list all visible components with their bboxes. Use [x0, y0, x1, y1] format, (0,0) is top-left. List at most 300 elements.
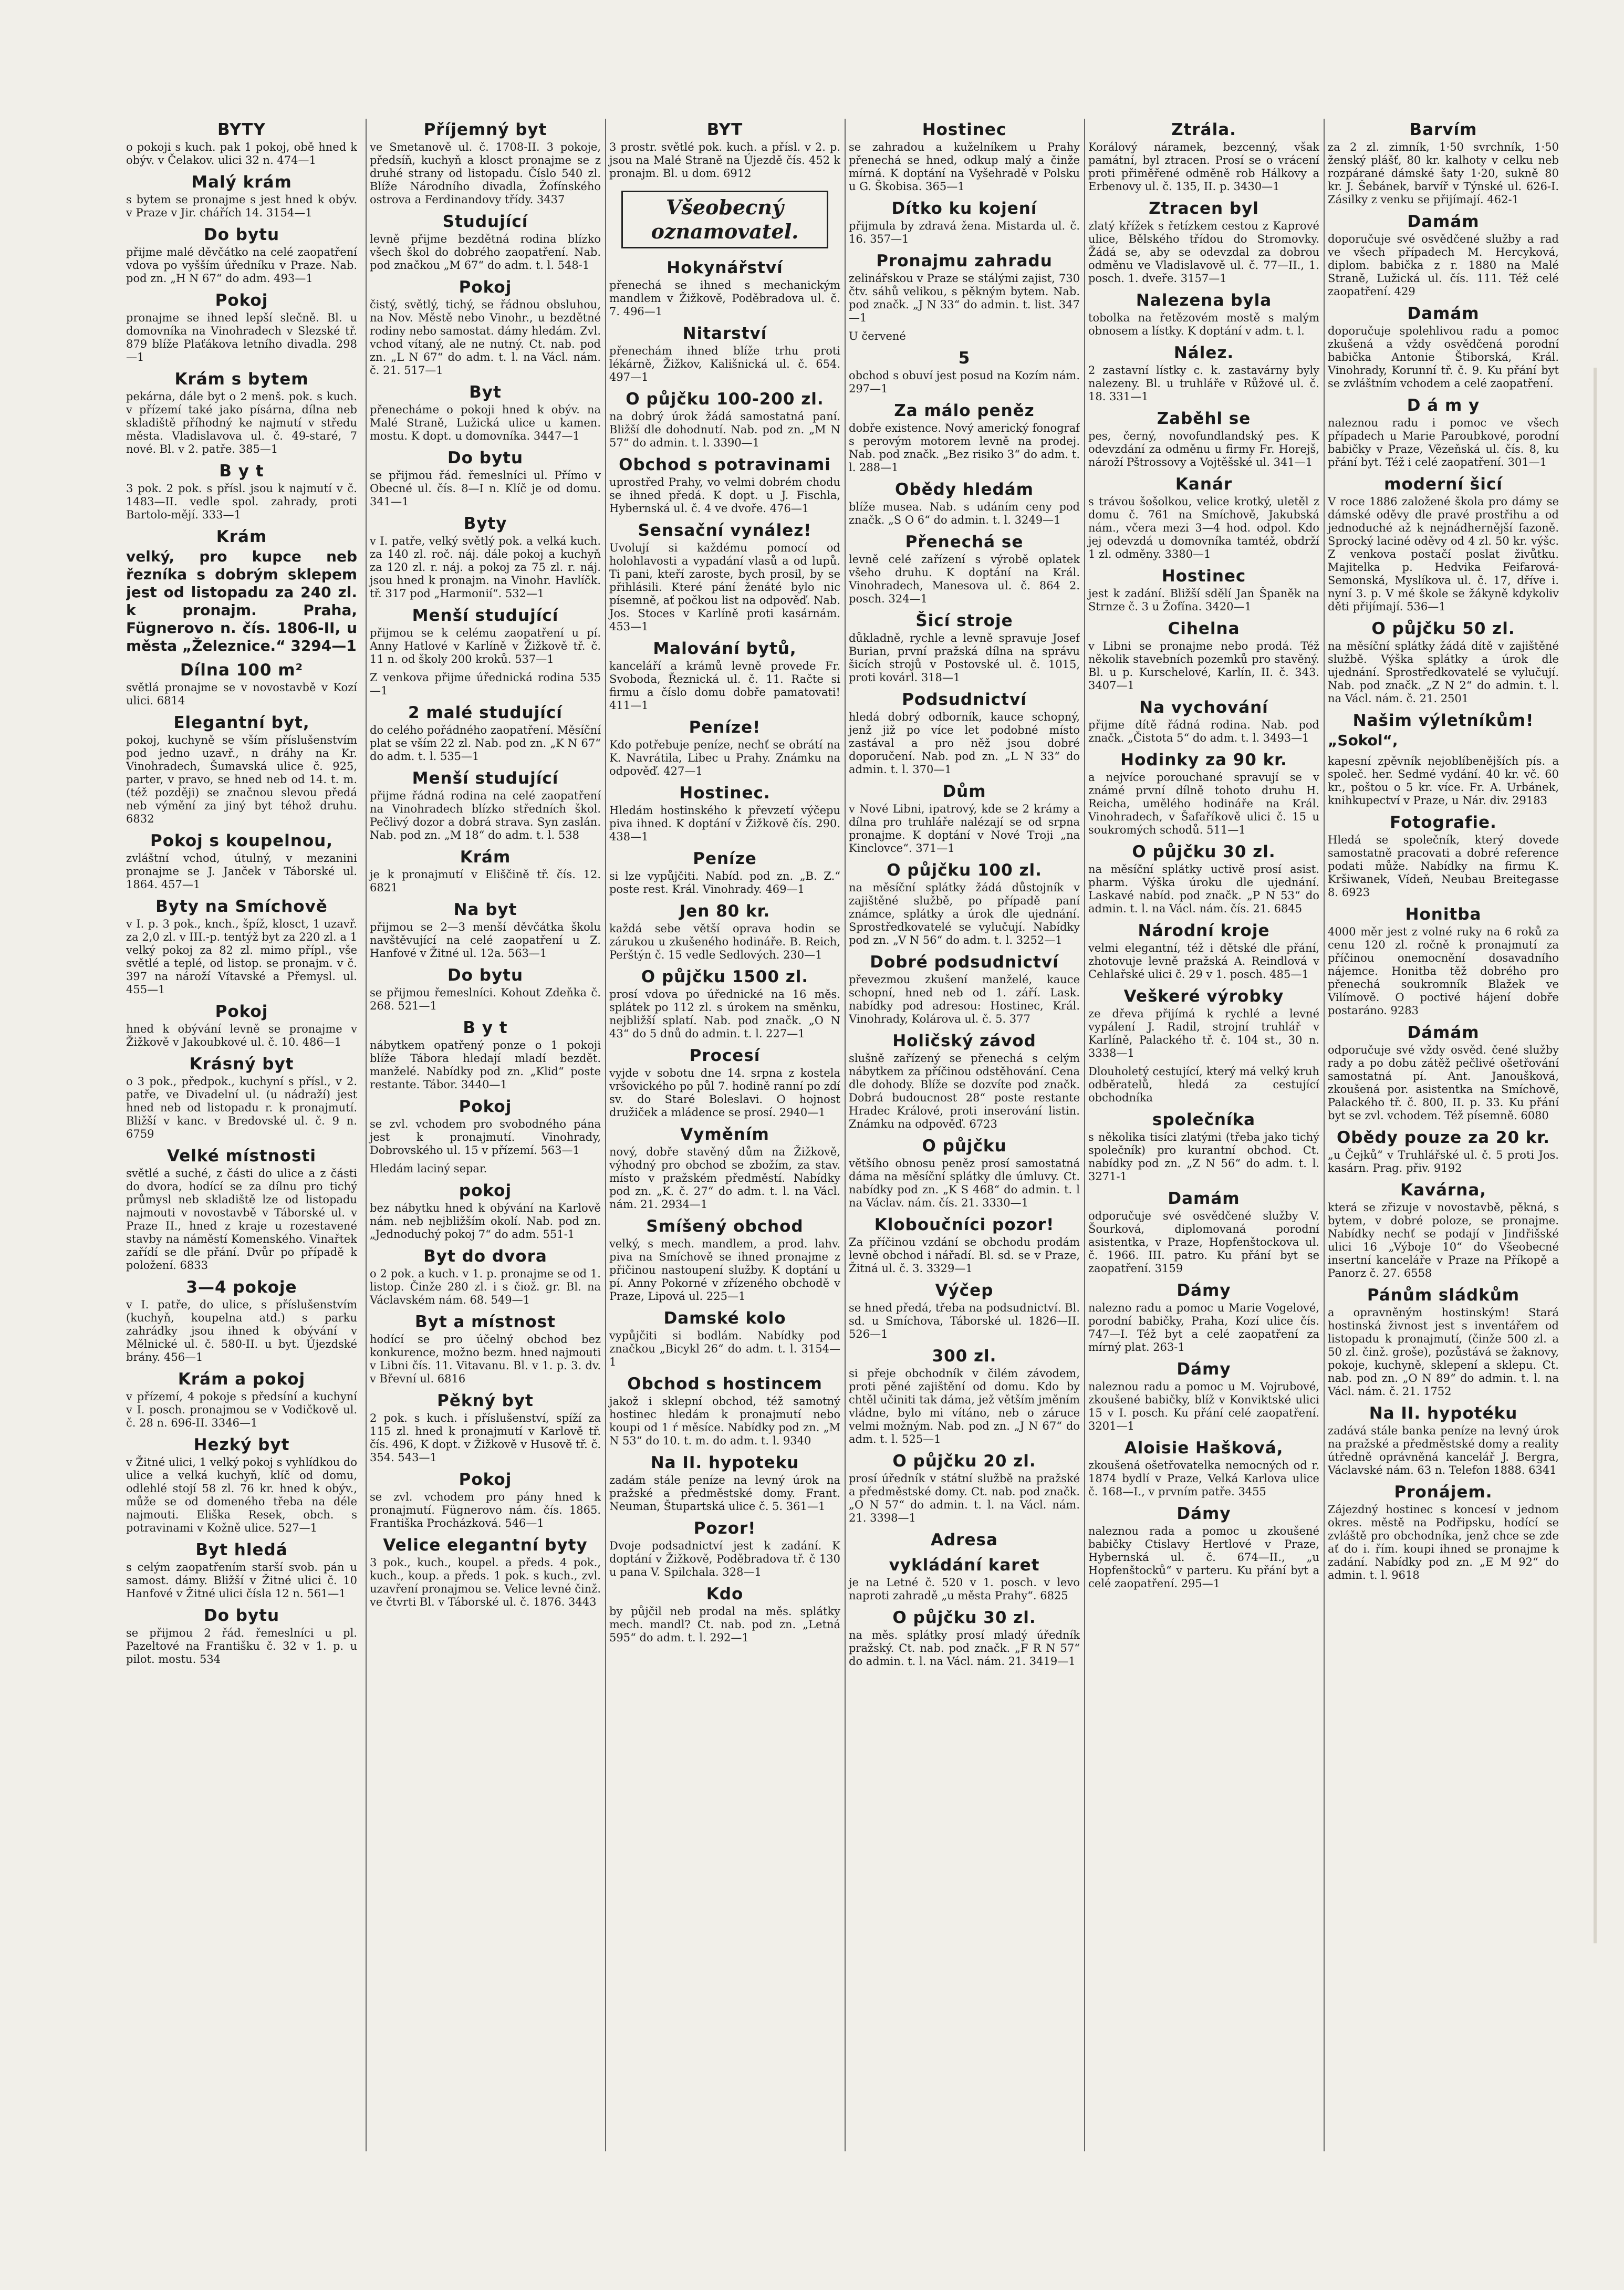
- classified-ad: [609, 783, 840, 844]
- ad-body: na měsíční splátky žádá dítě v zajištěné službě. Výška splátky a úrok dle ujednání. Sprostředkovatelé se vylučují. Nab. pod značk. „Z N 2“ do admin. t. l. na Václ. nám. č. 21. 2501: [1328, 640, 1559, 705]
- classified-ad: [1088, 619, 1319, 692]
- classified-ad: [609, 258, 840, 318]
- ad-body: hledá dobrý odborník, kauce schopný, jenž již po více let podobné místo zastával a pro něž jsou dobré doporučení. Nab. pod zn. „L N 33“ do admin. t. l. 370—1: [849, 711, 1080, 776]
- classified-ad: [1328, 755, 1559, 807]
- ad-heading: Hodinky za 90 kr.: [1120, 751, 1287, 769]
- ad-heading: Adresa: [931, 1531, 998, 1549]
- classified-ad: [126, 225, 357, 285]
- classified-ad: [1088, 1065, 1319, 1105]
- ad-heading: Dům: [942, 782, 986, 801]
- ad-heading: O půjčku 100-200 zl.: [626, 390, 824, 409]
- ad-body: která se zřizuje v novostavbě, pěkná, s bytem, v dobré poloze, se pronajme. Nabídky nechť se podají v Jindřišské ulici 16 „Výboje 10“ do Všeobecné insertní kanceláře v Praze na Příkopě a Panorz č. 27. 6558: [1328, 1201, 1559, 1279]
- ad-body: naleznou radu a pomoc u M. Vojrubové, zkoušené babičky, blíž v Konviktské ulici 15 v I. posch. Ku přání celé zaopatření. 3201—1: [1088, 1380, 1319, 1432]
- ad-heading: Na vychování: [1139, 698, 1268, 717]
- ad-body: Za příčinou vzdání se obchodu prodám levně obchod i nářadí. Bl. sd. se v Praze, Žitná ul. č. 3. 3329—1: [849, 1236, 1080, 1275]
- classified-ad: [609, 1453, 840, 1513]
- ad-body: zadává stále banka peníze na levný úrok na pražské a předměstské domy a reality útředně oprávněná kancelář J. Bergra, Václavské nám. 63 n. Telefon 1888. 6341: [1328, 1424, 1559, 1476]
- classified-ad: [1328, 1403, 1559, 1477]
- classified-ad: [1088, 1281, 1319, 1354]
- ad-heading: Krám: [460, 848, 511, 867]
- ad-body: v I. p. 3 pok., knch., špíž, klosct, 1 uzavř. za 2,0 zl. v III.-p. tentýž byt za 220 zl. a 1 velký pokoj za 82 zl. mimo přípl., vše světlé a teplé, od listop. se pronajm. v č. 397 na nároží Vítavské a Přemysl. ul. 455—1: [126, 918, 357, 996]
- ad-heading: Za málo peněz: [894, 401, 1035, 420]
- ad-heading: Pánům sládkům: [1367, 1286, 1520, 1305]
- ad-body: si přeje obchodník v čilém závodem, proti pěné zajištění od domu. Kdo by chtěl učiniti tak dáma, jež větším jměním vládne, bylo mi vítáno, neb o záruce velmi možným. Nab. pod zn. „J N 67“ do adm. t. l. 525—1: [849, 1367, 1080, 1445]
- classified-ad: [609, 1518, 840, 1579]
- ad-heading: pokoj: [459, 1181, 512, 1200]
- ad-body: do celého pořádného zaopatření. Měsíční plat se vším 22 zl. Nab. pod zn. „K N 67“ do adm. t. l. 535—1: [370, 724, 601, 763]
- ad-body: na měsíční splátky uctivě prosí asist. pharm. Výška úroku dle ujednání. Laskavé nabíd. pod značk. „P N 53“ do admin. t. l. na Václ. nám. čís. 21. 6845: [1088, 863, 1319, 915]
- classified-ad: [370, 448, 601, 508]
- classified-ad: [126, 1606, 357, 1666]
- ad-heading: Do bytu: [203, 225, 280, 244]
- ad-body: o pokoji s kuch. pak 1 pokoj, obě hned k obýv. v Čelakov. ulici 32 n. 474—1: [126, 141, 357, 166]
- ad-heading: O půjčku 30 zl.: [1132, 842, 1276, 861]
- ad-body: 3 pok. 2 pok. s přísl. jsou k najmutí v č. 1483—II. vedle spol. zahrady, proti Bartolo-mějí. 333—1: [126, 482, 357, 521]
- ad-heading: Velké místnosti: [166, 1147, 316, 1165]
- classified-ad: [849, 860, 1080, 947]
- ad-body: přenechám ihned blíže trhu proti lékárně, Žižkov, Kališnická ul. č. 654. 497—1: [609, 345, 840, 383]
- ad-body: naleznou rada a pomoc u zkoušené babičky Ctislavy Hertlové v Praze, Hybernská ul. č. 674—II., „u Hopfenštocků“ v parteru. Ku přání byt a celé zaopatření. 295—1: [1088, 1525, 1319, 1590]
- ad-body: Dlouholetý cestující, který má velký kruh odběratelů, hledá za cestující obchodníka: [1088, 1065, 1319, 1104]
- ad-body: dobře existence. Nový americký fonograf s perovým motorem levně na prodej. Nab. pod značk. „Bez risiko 3“ do adm. t. l. 288—1: [849, 422, 1080, 474]
- ad-body: v I. patře, velký světlý pok. a velká kuch. za 140 zl. roč. náj. dále pokoj a kuchyň za 120 zl. r. náj. a pokoj za 75 zl. r. náj. jsou hned k pronajm. na Vinohr. Havlíčk. tř. 317 pod „Harmonií“. 532—1: [370, 535, 601, 600]
- ad-body: obchod s obuví jest posud na Kozím nám. 297—1: [849, 369, 1080, 395]
- ad-body: v přízemí, 4 pokoje s předsíní a kuchyní v I. posch. pronajmou se v Vodičkově ul. č. 28 n. 696-II. 3346—1: [126, 1390, 357, 1429]
- classified-ad: [126, 1146, 357, 1272]
- ad-body: Korálový náramek, bezcenný, však památní, byl ztracen. Prosí se o vrácení proti přiměřené odměně rob Hálkovy a Erbenovy ul. č. 135, II. p. 3430—1: [1088, 141, 1319, 193]
- classified-ad: [1088, 1438, 1319, 1498]
- ad-body: přijmou se k celému zaopatření u pí. Anny Hatlové v Karlíně v Žižkově tř. č. 11 n. od školy 200 kroků. 537—1: [370, 627, 601, 665]
- classified-ad: [849, 952, 1080, 1026]
- ad-body: jest k zadání. Bližší sdělí Jan Španěk na Strnze č. 3 u Žofína. 3420—1: [1088, 587, 1319, 613]
- ad-body: hodící se pro účelný obchod bez konkurence, možno bezm. hned najmouti v Libni čís. 11. Vitavanu. Bl. v 1. p. 3. dv. v Břevní ul. 6816: [370, 1333, 601, 1385]
- ad-heading: Krám s bytem: [174, 370, 309, 389]
- ad-body: Z venkova přijme úřednická rodina 535—1: [370, 671, 601, 697]
- classified-ad: [849, 1281, 1080, 1341]
- ad-body: se přijmou řád. řemeslníci ul. Přímo v Obecné ul. čís. 8—I n. Klíč je od domu. 341—1: [370, 469, 601, 508]
- ad-heading: Do bytu: [203, 1606, 280, 1625]
- ad-body: s celým zaopatřením starší svob. pán u samost. dámy. Bližší v Žitné ulici č. 10 Hanfové v Žitné ulici čísla 12 n. 561—1: [126, 1561, 357, 1600]
- ad-heading: Pokoj: [459, 1097, 512, 1116]
- ad-heading: 2 malé studující: [408, 703, 563, 722]
- ad-heading: 3—4 pokoje: [186, 1278, 297, 1297]
- classified-ad: [1328, 1023, 1559, 1122]
- ad-heading: Jen 80 kr.: [679, 902, 771, 921]
- ad-heading: Dámy: [1177, 1504, 1231, 1523]
- ad-body: levně celé zařízení s výrobě oplatek všeho druhu. K doptání na Král. Vinohradech, Manesova ul. č. 864 2. posch. 324—1: [849, 553, 1080, 605]
- classified-ad: [126, 1435, 357, 1535]
- classified-ad: [1328, 904, 1559, 1017]
- ad-heading: Do bytu: [447, 449, 524, 467]
- ad-heading: Dobré podsudnictví: [870, 953, 1059, 972]
- classified-ad: [849, 1031, 1080, 1131]
- ad-heading: společníka: [1152, 1110, 1256, 1129]
- classified-ad: [126, 1054, 357, 1141]
- classified-ad: [126, 831, 357, 891]
- classified-ad: [849, 401, 1080, 474]
- ad-body: nalezno radu a pomoc u Marie Vogelové, porodní babičky, Praha, Kozí ulice čís. 747—I. Též byt a celé zaopatření za mírný plat. 263-1: [1088, 1302, 1319, 1354]
- section-banner: [621, 191, 828, 248]
- ad-heading: Hokynářství: [667, 258, 783, 277]
- classified-ad: [1328, 1482, 1559, 1582]
- ad-heading: Barvím: [1409, 120, 1477, 139]
- ad-heading: Aloisie Hašková,: [1124, 1439, 1284, 1458]
- ad-heading: Krásný byt: [189, 1055, 294, 1074]
- ad-heading: Našim výletníkům!: [1352, 711, 1534, 730]
- ad-body: ze dřeva přijímá k rychlé a levné vypálení J. Radil, strojní truhlář v Karlíně, Palackého tř. č. 104 st., 30 n. 3338—1: [1088, 1007, 1319, 1059]
- ad-body: je k pronajmutí v Eliščině tř. čís. 12. 6821: [370, 868, 601, 894]
- ad-body: v Žitné ulici, 1 velký pokoj s vyhlídkou do ulice a velká kuchyň, klíč od domu, odlehlé stojí 58 zl. 76 kr. hned k obýv., může se od domeného třeba na déle najmouti. Eliška Resek, obch. s potravinami v Kožně ulice. 527—1: [126, 1456, 357, 1534]
- ad-heading: Zaběhl se: [1157, 409, 1251, 428]
- ad-heading: Dámy: [1177, 1281, 1231, 1300]
- classified-ad: [126, 897, 357, 996]
- classified-ad: [126, 120, 357, 167]
- classified-ad: [370, 847, 601, 894]
- classified-ad: [1088, 1189, 1319, 1275]
- ad-heading: Obchod s hostincem: [627, 1375, 823, 1393]
- ad-heading: Damské kolo: [663, 1309, 786, 1328]
- ad-heading: Peníze!: [689, 718, 761, 737]
- ad-heading: Pokoj s koupelnou,: [150, 831, 333, 850]
- classified-ad: [609, 967, 840, 1040]
- ad-body: Uvolují si každému pomocí od holohlavosti a vypadání vlasů a od lupů. Ti pani, kteří zaroste, bych prosil, by se přihlásili. Které pání ženáté bylo nic písemně, ať počkou list na odpověď. Nab. Jos. Stoces v Karlíně proti kasárnám. 453—1: [609, 542, 840, 633]
- ad-body: je na Letné č. 520 v 1. posch. v levo naproti zahradě „u města Prahy“. 6825: [849, 1576, 1080, 1602]
- ad-heading: Procesí: [689, 1046, 761, 1065]
- ad-heading: Fotografie.: [1390, 813, 1497, 832]
- classified-ad: [1088, 1359, 1319, 1433]
- ad-body: zkoušená ošetřovatelka nemocných od r. 1874 bydlí v Praze, Velká Karlova ulice č. 168—I., v prvním patře. 3455: [1088, 1459, 1319, 1498]
- classified-ad: [1088, 409, 1319, 469]
- ad-body: vypůjčiti si bodlám. Nabídky pod značkou „Bicykl 26“ do adm. t. l. 3154—1: [609, 1329, 840, 1368]
- classified-ad: [370, 671, 601, 698]
- classified-ad: [370, 1535, 601, 1609]
- ad-body: nábytkem opatřený ponze o 1 pokoji blíže Tábora hledají mladí bezdět. manželé. Nabídky pod zn. „Klid“ poste restante. Tábor. 3440—1: [370, 1039, 601, 1091]
- ad-body: každá sebe větší oprava hodin se zárukou u zkušeného hodináře. B. Reich, Perštýn č. 15 vedle Sedlových. 230—1: [609, 922, 840, 961]
- classified-ad: [370, 212, 601, 272]
- ad-body: blíže musea. Nab. s udáním ceny pod značk. „S O 6“ do admin. t. l. 3249—1: [849, 501, 1080, 526]
- ad-body: za 2 zl. zimník, 1·50 svrchník, 1·50 ženský plášť, 80 kr. kalhoty v celku neb rozpárané dámské šaty 1·20, sukně 80 kr. J. Šebánek, barvíř v Týnské ul. 626-I. Zásilky z venku se přijímají. 462-1: [1328, 141, 1559, 206]
- ad-heading: Velice elegantní byty: [383, 1536, 588, 1555]
- classified-ad: [370, 606, 601, 666]
- classified-ad: [1328, 474, 1559, 613]
- ad-heading: Hezký byt: [193, 1435, 290, 1454]
- ad-body: většího obnosu peněz prosí samostatná dáma na měsíční splátky dle úmluvy. Ct. nabídky pod zn. „K S 468“ do admin. t. l na Václav. nám. čís. 21. 3330—1: [849, 1157, 1080, 1209]
- banner-line: Všeobecný: [666, 195, 784, 219]
- classified-ad: [609, 717, 840, 778]
- classified-ad: [849, 532, 1080, 606]
- classified-ad: [370, 1470, 601, 1530]
- ad-heading: Kanár: [1175, 475, 1233, 494]
- ad-heading: Pokoj: [459, 278, 512, 297]
- ad-body: o 3 pok., předpok., kuchyní s přísl., v 2. patře, ve Divadelní ul. (u nádraží) jest hned neb od listopadu r. k pronajmutí. Bližší v kanc. v Bredovské ul. č. 9 n. 6759: [126, 1075, 357, 1140]
- classified-ad: [370, 965, 601, 1013]
- ad-heading: Obědy hledám: [895, 480, 1034, 499]
- ad-heading: Byt a místnost: [415, 1313, 556, 1331]
- classified-ad: [1328, 120, 1559, 206]
- ad-bold-text: velký, pro kupce neb řezníka s dobrým sklepem jest od listopadu za 240 zl. k pronajm. Praha, Fügnerovo n. čís. 1806-II, u města „Železnice.“ 3294—1: [126, 548, 357, 654]
- ad-body: tobolka na řetězovém mostě s malým obnosem a lístky. K doptání v adm. t. l.: [1088, 311, 1319, 337]
- ad-body: v I. patře, do ulice, s příslušenstvím (kuchyň, koupelna atd.) s parku zahrádky jsou ihned k obývání v Mělnické ul. č. 580-II. u byt. Újezdské brány. 456—1: [126, 1298, 357, 1363]
- classified-ad: [126, 461, 357, 522]
- classified-ad: [126, 1540, 357, 1600]
- ad-body: bez nábytku hned k obývání na Karlově nám. neb nejbližším okolí. Nab. pod zn. „Jednoduchý pokoj 7“ do adm. 551-1: [370, 1202, 601, 1241]
- classified-ad: [1328, 813, 1559, 899]
- ad-heading: Dámám: [1407, 1023, 1480, 1042]
- ad-body: pronajme se ihned lepší slečně. Bl. u domovníka na Vinohradech v Slezské tř. 879 blíže Plaťákova letního divadla. 298—1: [126, 311, 357, 363]
- ad-heading: Dámy: [1177, 1360, 1231, 1379]
- ad-heading: Kdo: [706, 1585, 744, 1604]
- ad-body: Hledám laciný separ.: [370, 1162, 487, 1175]
- classified-ad: [609, 1308, 840, 1369]
- classified-ad: [849, 611, 1080, 684]
- ad-body: ve Smetanově ul. č. 1708-II. 3 pokoje, předsíň, kuchyň a klosct pronajme se z druhé strany od listopadu. Číslo 540 zl. Blíže Národního divadla, Žofínského ostrova a Ferdinandovy třídy. 3437: [370, 141, 601, 206]
- ad-body: a opravněným hostinským! Stará hostinská živnost jest s inventářem od listopadu k pronajmutí, (činže 500 zl. a 50 zl. činž. groše), pozůstává se žaknovy, pokoje, kuchyně, sklepení a sklepu. Ct. nab. pod zn. „O N 89“ do admin. t. l. na Václ. nám. č. 21. 1752: [1328, 1306, 1559, 1398]
- classified-ad: [370, 703, 601, 763]
- ad-heading: Byt: [469, 383, 502, 402]
- classified-ad: [1088, 1110, 1319, 1183]
- scan-edge: [1594, 368, 1597, 1943]
- ad-body: v Libni se pronajme nebo prodá. Též několik stavebních pozemků pro stavěný. Bl. u p. Kurschelové, Karlín, II. č. 343. 3407—1: [1088, 640, 1319, 692]
- ad-body: důkladně, rychle a levně spravuje Josef Burian, první pražská dílna na správu šicích strojů v Postovské ul. č. 1015, proti kovárl. 318—1: [849, 632, 1080, 684]
- classified-ad: [126, 660, 357, 707]
- ad-body: 3 pok., kuch., koupel. a předs. 4 pok., kuch., koup. a předs. 1 pok. s kuch., zvl. uzavření pronajmou se. Velice levné činž. ve čtvrti Bl. v Táborské ul. č. 1876. 3443: [370, 1556, 601, 1608]
- ad-body: převezmou zkušení manželé, kauce schopní, hned neb od 1. září. Lask. nabídky pod adresou: Hostinec, Král. Vinohrady, Kolárova ul. č. 5. 377: [849, 973, 1080, 1025]
- ad-heading: Holičský závod: [892, 1032, 1036, 1050]
- classified-ad: [849, 782, 1080, 855]
- ad-heading: Byt hledá: [195, 1540, 288, 1559]
- ad-body: U červené: [849, 330, 906, 342]
- ad-heading: Vyměním: [680, 1125, 769, 1144]
- ad-heading: Byt do dvora: [423, 1247, 547, 1266]
- classified-ad: [1088, 199, 1319, 285]
- classified-ad: [849, 1608, 1080, 1668]
- ad-body: velmi elegantní, též i dětské dle přání, zhotovuje levně pražská A. Reindlová v Cehlařské ulici č. 29 v 1. posch. 485—1: [1088, 942, 1319, 981]
- ad-heading: O půjčku 20 zl.: [892, 1452, 1036, 1471]
- ad-body: zlatý křížek s řetízkem cestou z Kaprové ulice, Bělského třídou do Stromovky. Žádá se, aby se odevzdal za dobrou odměnu ve Vladislavově ul. č. 77—II., 1. posch. 1. dveře. 3157—1: [1088, 220, 1319, 285]
- ad-body: levně přijme bezdětná rodina blízko všech škol do dobrého zaopatření. Nab. pod značkou „M 67“ do adm. t. l. 548-1: [370, 233, 601, 272]
- classified-ad: [1088, 1504, 1319, 1590]
- ad-heading: Damám: [1168, 1189, 1240, 1208]
- ad-heading: Ztrála.: [1171, 120, 1236, 139]
- classified-ad: [849, 1136, 1080, 1210]
- classified-ad: [1328, 711, 1559, 750]
- ad-body: kapesní zpěvník nejoblíbenějších pís. a společ. her. Sedmé vydání. 40 kr. vč. 60 kr., poštou o 5 kr. více. Fr. A. Urbánek, knihkupectví v Praze, u Nár. div. 29183: [1328, 755, 1559, 807]
- classified-ad: [1328, 212, 1559, 298]
- classified-ad: [609, 1584, 840, 1644]
- classified-ad: [609, 1216, 840, 1303]
- ad-body: na měs. splátky prosí mladý úředník pražský. Ct. nab. pod značk. „F R N 57“ do admin. t. l. na Václ. nám. 21. 3419—1: [849, 1629, 1080, 1668]
- classified-ad: [370, 900, 601, 960]
- ad-body: doporučuje své osvědčené služby a rad ve všech případech M. Hercyková, diplom. babička z r. 1880 na Malé Straně, Lužická ul. čís. 111. Též celé zaopatření. 429: [1328, 233, 1559, 298]
- classified-ad: [1328, 395, 1559, 469]
- ad-body: přijmou se 2—3 menší děvčátka školu navštěvující na celé zaopatření u Z. Hanfové v Žitné ul. 12a. 563—1: [370, 921, 601, 960]
- classified-ad: [1328, 619, 1559, 705]
- ad-body: prosí úředník v státní službě na pražské a předměstské domy. Ct. nab. pod značk. „O N 57“ do admin. t. l. na Václ. nám. 21. 3398—1: [849, 1472, 1080, 1524]
- classified-ad: [1088, 290, 1319, 338]
- ad-heading: Dítko ku kojení: [891, 199, 1037, 218]
- classified-ad: [370, 1181, 601, 1241]
- classified-ad: [609, 324, 840, 384]
- classified-ad: [609, 849, 840, 896]
- classified-ad: [126, 172, 357, 220]
- ad-heading: Smíšený obchod: [646, 1217, 804, 1236]
- ad-heading: Do bytu: [447, 966, 524, 985]
- classified-ad: [126, 369, 357, 456]
- ad-heading: vykládání karet: [889, 1556, 1040, 1575]
- ad-heading: O půjčku 100 zl.: [887, 861, 1042, 880]
- classified-ad: [609, 521, 840, 633]
- ad-heading: Malování bytů,: [653, 639, 797, 658]
- classified-ad: [849, 1555, 1080, 1602]
- ad-heading: Damám: [1407, 212, 1480, 231]
- ad-body: doporučuje spolehlivou radu a pomoc zkušená a vždy osvědčená porodní babička Antonie Štiborská, Král. Vinohrady, Korunní tř. č. 9. Ku přání byt se zvláštním vchodem a celé zaopatření.: [1328, 325, 1559, 390]
- column-2: [366, 119, 601, 2151]
- classified-ad: [370, 1246, 601, 1307]
- ad-body: hned k obývání levně se pronajme v Žižkově v Jakoubkové ul. č. 10. 486—1: [126, 1023, 357, 1048]
- ad-heading: O půjčku 30 zl.: [892, 1608, 1036, 1627]
- classified-ad: [609, 639, 840, 712]
- ad-body: 3 prostr. světlé pok. kuch. a přísl. v 2. p. jsou na Malé Straně na Újezdě čís. 452 k pronajm. Bl. u dom. 6912: [609, 141, 840, 180]
- classified-ad: [1088, 698, 1319, 745]
- ad-body: na dobrý úrok žádá samostatná paní. Bližší dle dohodnutí. Nab. pod zn. „M N 57“ do admin. t. l. 3390—1: [609, 410, 840, 449]
- ad-body: v Nové Libni, ipatrový, kde se 2 krámy a dílna pro truhláře nalézají se od srpna pronajme. K doptání v Nové Troji „na Kinclovce“. 371—1: [849, 803, 1080, 855]
- ad-body: přijme dítě řádná rodina. Nab. pod značk. „Čistota 5“ do adm. t. l. 3493—1: [1088, 719, 1319, 744]
- ad-heading: Příjemný byt: [423, 120, 547, 139]
- classified-ad: [126, 527, 357, 655]
- ad-heading: BYT: [706, 120, 743, 139]
- ad-heading: Hostinec: [1161, 567, 1246, 586]
- ad-heading: Dílna 100 m²: [180, 661, 304, 680]
- ad-body: 2 pok. s kuch. i příslušenství, spíží za 115 zl. hned k pronajmutí v Karlově tř. čís. 496, K dopt. v Žižkově v Husově tř. č. 354. 543—1: [370, 1412, 601, 1464]
- ad-heading: Krám a pokoj: [178, 1370, 306, 1389]
- classified-ad: [849, 251, 1080, 325]
- classified-ad: [370, 514, 601, 600]
- classified-ad: [849, 1530, 1080, 1550]
- classified-ad: [849, 480, 1080, 527]
- column-1: [126, 119, 357, 2151]
- classified-ad: [370, 1312, 601, 1386]
- ad-body: odporučuje své osvědčené služby V. Šourková, diplomovaná porodní asistentka, v Praze, Hopfenštockova ul. č. 1966. III. patro. Ku přání byt se zaopatření. 3159: [1088, 1210, 1319, 1275]
- ad-heading: Obchod s potravinami: [619, 455, 831, 474]
- ad-body: se hned předá, třeba na podsudnictví. Bl. sd. u Smíchova, Táborské ul. 1826—II. 526—1: [849, 1302, 1080, 1340]
- ad-heading: Hostinec: [922, 120, 1007, 139]
- ad-body: vyjde v sobotu dne 14. srpna z kostela vršovického po půl 7. hodině ranní po zdí sv. do Staré Boleslavi. O hojnost družiček a mládence se prosí. 2940—1: [609, 1067, 840, 1119]
- classified-ad: [609, 1125, 840, 1211]
- ad-heading: Na II. hypoteku: [650, 1453, 799, 1472]
- ad-body: uprostřed Prahy, vo velmi dobrém chodu se ihned předá. K dopt. u J. Fischla, Hybernská ul. č. 4 ve dvoře. 476—1: [609, 476, 840, 515]
- ad-heading: Hostinec.: [679, 784, 771, 803]
- classified-ad: [1088, 842, 1319, 915]
- classified-ad: [1088, 566, 1319, 613]
- ad-heading: Byty: [463, 514, 507, 533]
- ad-heading: B y t: [463, 1018, 508, 1037]
- classified-ad: [849, 1215, 1080, 1275]
- ad-body: čistý, světlý, tichý, se řádnou obsluhou, na Nov. Městě nebo Vinohr., u bezdětné rodiny nebo samostat. dámy hledám. Zvl. vchod vítaný, ale ne nutný. Ct. nab. pod zn. „L N 67“ do adm. t. l. na Václ. nám. č. 21. 517—1: [370, 298, 601, 377]
- ad-heading: 300 zl.: [932, 1347, 997, 1366]
- ad-heading: BYTY: [217, 120, 266, 139]
- ad-body: pes, černý, novofundlandský pes. K odevzdání za odměnu u firmy Fr. Horejš, nároží Pštrossovy a Vojtěšské ul. 341—1: [1088, 430, 1319, 469]
- ad-body: se přijmou 2 řád. řemeslníci u pl. Pazeltové na Františku č. 32 v 1. p. u pilot. mostu. 534: [126, 1627, 357, 1666]
- ad-heading: Na byt: [453, 900, 517, 919]
- classified-ad: [370, 768, 601, 842]
- ad-heading: Přenechá se: [905, 533, 1024, 551]
- ad-heading: Veškeré výrobky: [1123, 987, 1284, 1006]
- classified-ad: [849, 1451, 1080, 1525]
- classified-ad: [126, 290, 357, 364]
- classified-ad: [1328, 1285, 1559, 1398]
- ad-body: přijmula by zdravá žena. Mistarda ul. č. 16. 357—1: [849, 220, 1080, 245]
- classified-ad: [1328, 1128, 1559, 1175]
- ad-body: přijme malé děvčátko na celé zaopatření vdova po vyšším úředníku v Praze. Nab. pod zn. „H N 67“ do adm. 493—1: [126, 246, 357, 285]
- ad-body: prosí vdova po úřednické na 16 měs. splátek po 112 zl. s úrokem na směnku, nejbližší splatí. Nab. pod značk. „O N 43“ do 5 dnů do admin. t. l. 227—1: [609, 988, 840, 1040]
- ad-body: Zájezdný hostinec s koncesí v jednom okres. městě na Podřipsku, hodící se zvláště pro obchodníka, jenž chce se zde ať do i. řím. koupi ihned se pronajme k zadání. Nabídky pod zn. „E M 92“ do admin. t. l. 9618: [1328, 1503, 1559, 1581]
- ad-heading: Ztracen byl: [1149, 199, 1259, 218]
- ad-heading: Obědy pouze za 20 kr.: [1336, 1128, 1550, 1147]
- ad-body: se zvl. vchodem pro pány hned k pronajmutí. Fügnerovo nám. čís. 1865. Františka Procházková. 546—1: [370, 1491, 601, 1529]
- ad-body: se přijmou řemeslníci. Kohout Zdeňka č. 268. 521—1: [370, 986, 601, 1012]
- ad-body: zelinářskou v Praze se stálými zajist, 730 čtv. sáhů velikou, s pěkným bytem. Nab. pod značk. „J N 33“ do admin. t. list. 347—1: [849, 272, 1080, 324]
- classified-ad: [370, 1391, 601, 1464]
- classified-ad: [1088, 120, 1319, 193]
- ad-body: a nejvíce porouchané spravují se v známé první dílně tohoto druhu H. Reicha, umělého hodináře na Král. Vinohradech, v Šafaříkově ulici č. 15 u soukromých schodů. 511—1: [1088, 771, 1319, 836]
- classified-ad: [609, 120, 840, 180]
- column-4: [845, 119, 1080, 2151]
- ad-heading: Nitarství: [682, 324, 767, 343]
- ad-body: se zahradou a kuželníkem u Prahy přenechá se hned, odkup malý a činže mírná. K doptání na Vyšehradě v Polsku u G. Škobisa. 365—1: [849, 141, 1080, 193]
- classified-ad: [609, 455, 840, 515]
- classified-ad: [609, 1046, 840, 1119]
- classified-ad: [1088, 474, 1319, 561]
- ad-body: o 2 pok. a kuch. v 1. p. pronajme se od 1. listop. Činže 280 zl. i s čiož. gr. Bl. na Václavském nám. 68. 549—1: [370, 1267, 601, 1306]
- ad-body: naleznou radu i pomoc ve všech případech u Marie Paroubkové, porodní babičky v Praze, Vězeňská ul. čís. 8, ku přání byt. Též i celé zaopatření. 301—1: [1328, 417, 1559, 469]
- classified-ad: [1088, 986, 1319, 1060]
- ad-heading: Podsudnictví: [902, 690, 1027, 709]
- classified-ad: [849, 1346, 1080, 1446]
- ad-heading: Výčep: [935, 1281, 994, 1300]
- classified-ad: [1088, 343, 1319, 403]
- classified-ad: [370, 1162, 601, 1175]
- ad-heading: 5: [958, 349, 971, 368]
- ad-heading: B y t: [219, 462, 264, 481]
- classified-ad: [609, 901, 840, 962]
- ad-heading: Nález.: [1173, 344, 1234, 362]
- classified-ad: [370, 277, 601, 377]
- ad-body: Kdo potřebuje peníze, nechť se obrátí na K. Navrátila, Libec u Prahy. Známku na odpověď. 427—1: [609, 738, 840, 777]
- ad-heading: Nalezena byla: [1136, 291, 1272, 310]
- ad-body: na měsíční splátky žádá důstojník v zajištěné službě, po případě paní známce, splátky a úrok dle ujednání. Sprostředkovatelé se vylučují. Nabídky pod zn. „V N 56“ do adm. t. l. 3252—1: [849, 881, 1080, 946]
- ad-body: přenechá se ihned s mechanickým mandlem v Žižkově, Poděbradova ul. č. 7. 496—1: [609, 279, 840, 318]
- ad-body: zadám stále peníze na levný úrok na pražské a předměstské domy. Frant. Neuman, Štupartská ulice č. 5. 361—1: [609, 1474, 840, 1513]
- ad-heading: Cihelna: [1168, 619, 1240, 638]
- ad-body: světlá pronajme se v novostavbě v Kozí ulici. 6814: [126, 681, 357, 707]
- ad-body: zvláštní vchod, útulný, v mezanini pronajme se J. Janček v Táborské ul. 1864. 457—1: [126, 852, 357, 891]
- ad-body: Dvoje podsadnictví jest k zadání. K doptání v Žižkově, Poděbradova tř. č 130 u pana V. Spilchala. 328—1: [609, 1539, 840, 1578]
- classified-ad: [370, 1097, 601, 1157]
- ad-heading: Elegantní byt,: [173, 713, 310, 732]
- classified-ad: [609, 389, 840, 450]
- ad-body: s bytem se pronajme s jest hned k obýv. v Praze v Jir. chářích 14. 3154—1: [126, 193, 357, 219]
- ad-heading: Pokoj: [459, 1470, 512, 1489]
- ad-heading: Pokoj: [215, 1002, 268, 1021]
- classified-ad: [1088, 750, 1319, 837]
- ad-body: odporučuje své vždy osvěd. čené služby rady a po dobu zátěž pečlivé ošetřování samostatná pí. Ant. Janoušková, zkoušená por. asistentka na Smíchově, Palackého tř. č. 800, II. p. 33. Ku přání byt se zvl. vchodem. Též písemně. 6080: [1328, 1044, 1559, 1122]
- ad-heading: Šicí stroje: [915, 611, 1013, 630]
- classified-ad: [126, 713, 357, 826]
- ad-body: 4000 měr jest z volné ruky na 6 roků za cenu 120 zl. ročně k pronajmutí za příčinou onemocnění dosavadního nájemce. Honitba těž dobrého pro přenechá soukromník Blažek ve Vilímově. O poctivé hájení dobře postaráno. 9283: [1328, 925, 1559, 1017]
- ad-body: přijme řádná rodina na celé zaopatření na Vinohradech blízko středních škol. Pečlivý dozor a dobrá strava. Syn zaslán. Nab. pod zn. „M 18“ do adm. t. l. 538: [370, 789, 601, 841]
- ad-body: 2 zastavní lístky c. k. zastavárny byly nalezeny. Bl. u truhláře v Růžové ul. č. 18. 331—1: [1088, 364, 1319, 403]
- classified-ad: [370, 1018, 601, 1091]
